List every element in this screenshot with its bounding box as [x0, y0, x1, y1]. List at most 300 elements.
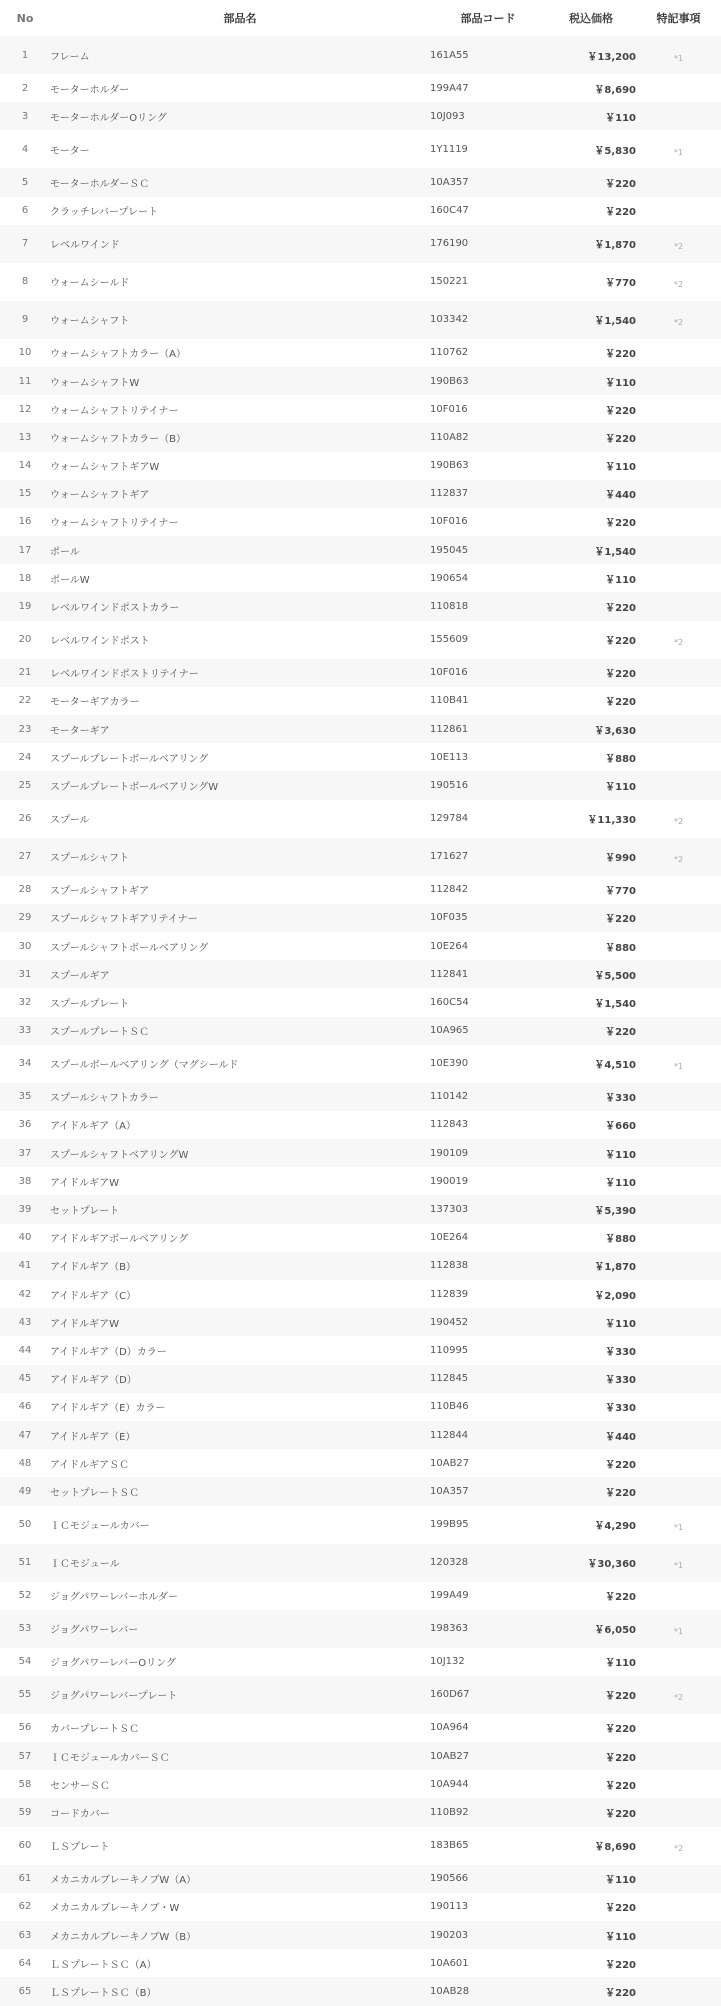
row-note: [636, 754, 721, 760]
row-code: 160D67: [430, 1689, 470, 1701]
row-price: ￥330: [605, 1346, 636, 1358]
row-no: 22: [18, 695, 32, 707]
row-no: 51: [18, 1557, 32, 1568]
row-price: ￥220: [605, 1724, 636, 1736]
row-note: *2: [673, 280, 684, 290]
table-row: [0, 1770, 721, 1798]
row-name: ウォームシャフトリテイナー: [50, 405, 179, 417]
row-no: 53: [18, 1623, 32, 1635]
table-row: [0, 1017, 721, 1045]
row-price: ￥110: [605, 1875, 636, 1887]
header-name: 部品名: [223, 12, 257, 25]
row-note: *1: [673, 147, 684, 157]
table-row: [0, 168, 721, 196]
row-code: 10J132: [430, 1656, 465, 1668]
row-note: [636, 208, 721, 214]
table-row: [0, 367, 721, 395]
row-price: ￥11,330: [587, 815, 636, 827]
row-note: [636, 1960, 721, 1966]
table-row: [0, 452, 721, 480]
row-name: ウォームシャフトW: [50, 377, 140, 389]
row-note: [636, 1263, 721, 1269]
table-row: [0, 904, 721, 932]
table-row: [0, 1921, 721, 1949]
table-row: [0, 1676, 721, 1714]
table-row: [0, 1167, 721, 1195]
row-note: [636, 1122, 721, 1128]
row-code: 112843: [430, 1119, 469, 1131]
row-code: 171627: [430, 851, 469, 863]
row-name: ＬＳプレートＳＣ（B）: [50, 1987, 157, 1999]
table-row: [0, 536, 721, 564]
row-no: 32: [18, 996, 32, 1008]
row-price: ￥220: [605, 1903, 636, 1915]
row-price: ￥13,200: [587, 51, 636, 63]
table-row: [0, 339, 721, 367]
row-code: 10F016: [430, 667, 468, 679]
row-note: *1: [673, 1523, 684, 1532]
row-price: ￥220: [605, 1487, 636, 1499]
row-note: *1: [673, 1062, 684, 1072]
row-price: ￥8,690: [594, 84, 636, 96]
row-price: ￥110: [605, 1318, 636, 1330]
table-row: [0, 876, 721, 904]
row-no: 21: [18, 667, 32, 679]
table-row: [0, 1421, 721, 1449]
row-name: スプールボールベアリング（マグシールド: [50, 1060, 239, 1072]
row-name: レベルワインドポスト: [50, 636, 150, 648]
row-code: 110142: [430, 1091, 469, 1103]
row-no: 45: [18, 1373, 32, 1385]
row-note: [636, 1150, 721, 1156]
row-code: 190452: [430, 1316, 469, 1328]
row-no: 42: [18, 1288, 32, 1300]
row-name: モーター: [50, 145, 90, 157]
row-price: ￥4,290: [594, 1521, 636, 1532]
table-row: [0, 1308, 721, 1336]
row-note: [636, 1488, 721, 1494]
row-name: ウォームシャフトカラー（B）: [50, 433, 186, 445]
row-code: 112842: [430, 884, 469, 896]
table-row: [0, 1798, 721, 1826]
row-price: ￥220: [605, 1459, 636, 1471]
row-code: 10E390: [430, 1058, 469, 1070]
table-row: [0, 480, 721, 508]
row-name: スプールプレートＳＣ: [50, 1027, 150, 1039]
table-row: [0, 1893, 721, 1921]
row-note: [636, 726, 721, 732]
row-name: アイドルギア（E）: [50, 1431, 136, 1443]
row-no: 16: [18, 516, 32, 528]
row-note: *2: [673, 638, 684, 648]
table-row: [0, 743, 721, 771]
row-no: 18: [18, 572, 32, 584]
row-note: [636, 1178, 721, 1184]
row-price: ￥110: [605, 1658, 636, 1670]
row-price: ￥330: [605, 1093, 636, 1105]
table-row: [0, 263, 721, 301]
row-price: ￥660: [605, 1121, 636, 1133]
row-name: メカニカルブレーキノブ・W: [50, 1903, 180, 1915]
table-row: [0, 932, 721, 960]
row-code: 160C54: [430, 996, 469, 1008]
table-row: [0, 508, 721, 536]
table-row: [0, 1714, 721, 1742]
row-no: 31: [18, 968, 32, 980]
row-note: [636, 575, 721, 581]
row-no: 30: [18, 940, 32, 952]
table-row: [0, 988, 721, 1016]
row-code: 112837: [430, 488, 469, 500]
row-name: モーターホルダーOリング: [50, 112, 167, 124]
table-row: [0, 1139, 721, 1167]
row-note: [636, 1319, 721, 1325]
row-code: 190113: [430, 1901, 469, 1913]
row-note: [636, 491, 721, 497]
row-no: 4: [21, 143, 29, 155]
row-price: ￥110: [605, 462, 636, 474]
table-row: [0, 800, 721, 838]
row-note: [636, 1781, 721, 1787]
row-note: [636, 519, 721, 525]
row-no: 23: [18, 723, 32, 735]
row-code: 112838: [430, 1260, 469, 1272]
row-no: 59: [18, 1807, 32, 1819]
row-code: 112845: [430, 1373, 469, 1385]
row-name: セットプレート: [50, 1206, 120, 1218]
row-price: ￥220: [605, 349, 636, 361]
row-price: ￥880: [605, 1234, 636, 1246]
row-code: 10A964: [430, 1722, 469, 1734]
row-no: 24: [18, 751, 32, 763]
row-name: ウォームシールド: [50, 278, 130, 290]
row-note: [636, 434, 721, 440]
row-no: 7: [21, 238, 29, 250]
row-name: モーターホルダーＳＣ: [50, 178, 150, 190]
row-price: ￥880: [605, 942, 636, 954]
row-price: ￥110: [605, 377, 636, 389]
row-price: ￥220: [605, 1780, 636, 1792]
table-row: [0, 225, 721, 263]
row-note: [636, 670, 721, 676]
row-price: ￥220: [605, 1752, 636, 1764]
row-note: *2: [673, 318, 684, 328]
row-name: センサーＳＣ: [50, 1780, 110, 1792]
row-price: ￥4,510: [594, 1060, 636, 1072]
row-note: [636, 113, 721, 119]
table-row: [0, 715, 721, 743]
row-note: [636, 915, 721, 921]
table-row: [0, 1477, 721, 1505]
row-name: メカニカルブレーキノブW（B）: [50, 1931, 197, 1943]
row-note: [636, 1432, 721, 1438]
row-no: 10: [18, 347, 32, 359]
row-code: 190203: [430, 1929, 469, 1941]
row-note: [636, 1659, 721, 1665]
row-name: ウォームシャフトギアW: [50, 462, 160, 474]
row-no: 28: [18, 884, 32, 896]
row-name: カバープレートＳＣ: [50, 1724, 140, 1736]
row-no: 38: [18, 1175, 32, 1187]
table-row: [0, 1827, 721, 1865]
table-row: [0, 1280, 721, 1308]
row-no: 1: [21, 49, 29, 61]
row-no: 11: [18, 375, 32, 387]
row-code: 103342: [430, 314, 469, 326]
row-name: ジョグパワーレバープレート: [50, 1691, 178, 1703]
table-row: [0, 592, 721, 620]
row-price: ￥110: [605, 1177, 636, 1189]
row-name: レベルワインド: [50, 240, 120, 252]
row-price: ￥880: [605, 753, 636, 765]
row-price: ￥220: [605, 603, 636, 615]
row-price: ￥110: [605, 112, 636, 124]
row-no: 48: [18, 1457, 32, 1469]
row-code: 190019: [430, 1175, 469, 1187]
row-name: ジョグパワーレバーOリング: [50, 1658, 176, 1670]
row-price: ￥8,690: [594, 1842, 636, 1854]
row-no: 36: [18, 1119, 32, 1131]
row-code: 112861: [430, 723, 469, 735]
row-name: アイドルギアW: [50, 1318, 119, 1330]
header-note: 特記事項: [656, 12, 701, 25]
row-no: 61: [18, 1873, 32, 1885]
row-code: 10E264: [430, 1232, 469, 1244]
row-name: ウォームシャフトカラー（A）: [50, 349, 186, 361]
table-header: [0, 0, 721, 36]
table-row: [0, 564, 721, 592]
row-code: 10F035: [430, 912, 468, 924]
row-note: [636, 1810, 721, 1816]
row-note: [636, 1460, 721, 1466]
row-note: [636, 782, 721, 788]
row-price: ￥220: [605, 636, 636, 648]
row-note: [636, 378, 721, 384]
row-name: ウォームシャフトリテイナー: [50, 518, 179, 530]
row-note: [636, 463, 721, 469]
row-price: ￥220: [605, 178, 636, 190]
row-note: [636, 1593, 721, 1599]
row-note: [636, 1028, 721, 1034]
row-note: [636, 698, 721, 704]
row-name: ＬＳプレート: [50, 1842, 110, 1854]
table-row: [0, 1224, 721, 1252]
row-no: 12: [18, 403, 32, 415]
row-code: 10AB27: [430, 1750, 470, 1762]
table-row: [0, 1195, 721, 1223]
row-price: ￥990: [605, 853, 636, 865]
row-no: 39: [18, 1204, 32, 1216]
row-name: ＩＣモジュール: [50, 1559, 120, 1570]
row-note: [636, 1932, 721, 1938]
row-price: ￥220: [605, 405, 636, 417]
row-price: ￥6,050: [594, 1625, 636, 1637]
row-name: スプールシャフトギア: [50, 886, 150, 898]
row-name: レベルワインドポストカラー: [50, 603, 180, 615]
row-code: 110762: [430, 347, 469, 359]
row-no: 44: [18, 1344, 32, 1356]
row-price: ￥110: [605, 1931, 636, 1943]
table-row: [0, 36, 721, 74]
row-name: メカニカルブレーキノブW（A）: [50, 1875, 197, 1887]
row-no: 46: [18, 1401, 32, 1413]
row-name: レベルワインドポストリテイナー: [50, 669, 199, 681]
row-price: ￥770: [605, 886, 636, 898]
row-name: スプールシャフト: [50, 853, 130, 865]
row-name: ジョグパワーレバーホルダー: [50, 1592, 178, 1604]
row-code: 190654: [430, 572, 469, 584]
row-no: 43: [18, 1316, 32, 1328]
row-code: 190B63: [430, 375, 469, 387]
table-row: [0, 1582, 721, 1610]
row-name: スプールシャフトギアリテイナー: [50, 914, 198, 926]
header-price: 税込価格: [569, 12, 613, 25]
row-price: ￥330: [605, 1403, 636, 1415]
row-name: ＩＣモジュールカバーＳＣ: [50, 1752, 170, 1764]
row-code: 199A47: [430, 82, 469, 94]
table-row: [0, 1393, 721, 1421]
row-price: ￥330: [605, 1375, 636, 1387]
row-code: 10A357: [430, 176, 469, 188]
table-row: [0, 771, 721, 799]
row-no: 9: [21, 314, 29, 326]
row-no: 60: [18, 1840, 32, 1852]
table-row: [0, 1610, 721, 1648]
row-note: [636, 1404, 721, 1410]
row-price: ￥220: [605, 518, 636, 530]
header-code: 部品コード: [460, 12, 516, 25]
row-name: ＩＣモジュールカバー: [50, 1521, 150, 1532]
row-note: *2: [673, 817, 684, 827]
row-no: 33: [18, 1025, 32, 1037]
row-note: *1: [673, 1627, 684, 1637]
table-row: [0, 301, 721, 339]
row-name: アイドルギア（E）カラー: [50, 1403, 166, 1415]
row-note: [636, 547, 721, 553]
table-row: [0, 130, 721, 168]
row-code: 155609: [430, 634, 469, 646]
row-note: [636, 887, 721, 893]
row-price: ￥5,500: [594, 970, 636, 982]
row-no: 14: [18, 460, 32, 472]
row-note: [636, 943, 721, 949]
row-code: 10E264: [430, 940, 469, 952]
row-name: アイドルギア（B）: [50, 1262, 136, 1274]
row-note: [636, 1753, 721, 1759]
row-code: 10E113: [430, 751, 469, 763]
row-name: ウォームシャフト: [50, 316, 130, 328]
row-note: *1: [673, 53, 684, 63]
row-name: スプールプレート: [50, 998, 130, 1010]
table-row: [0, 102, 721, 130]
row-code: 110A82: [430, 431, 469, 443]
row-price: ￥220: [605, 1592, 636, 1604]
row-price: ￥2,090: [594, 1290, 636, 1302]
row-name: ポール: [50, 546, 80, 558]
row-no: 65: [18, 1985, 32, 1997]
row-note: [636, 1988, 721, 1994]
table-row: [0, 1111, 721, 1139]
row-price: ￥1,540: [594, 316, 636, 328]
row-no: 37: [18, 1147, 32, 1159]
row-note: *1: [673, 1561, 684, 1570]
table-row: [0, 659, 721, 687]
row-name: ポールW: [50, 574, 90, 586]
row-code: 110B41: [430, 695, 469, 707]
row-code: 10AB27: [430, 1457, 470, 1469]
row-note: [636, 350, 721, 356]
row-code: 160C47: [430, 205, 469, 217]
row-no: 15: [18, 488, 32, 500]
row-note: [636, 1291, 721, 1297]
table-row: [0, 1252, 721, 1280]
row-code: 10F016: [430, 516, 468, 528]
row-code: 10A601: [430, 1957, 469, 1969]
row-no: 17: [18, 544, 32, 556]
row-name: スプール: [50, 815, 90, 827]
table-row: [0, 1449, 721, 1477]
table-body: [0, 36, 721, 2006]
row-code: 137303: [430, 1204, 469, 1216]
row-note: [636, 179, 721, 185]
row-note: [636, 1876, 721, 1882]
row-name: スプールシャフトベアリングW: [50, 1149, 189, 1161]
row-price: ￥1,540: [594, 546, 636, 558]
row-price: ￥220: [605, 433, 636, 445]
table-row: [0, 423, 721, 451]
row-name: モーターギア: [50, 725, 110, 737]
row-name: クラッチレバープレート: [50, 207, 158, 219]
header-no: No: [16, 11, 34, 25]
row-note: *2: [673, 855, 684, 865]
row-code: 190516: [430, 779, 469, 791]
row-note: [636, 1235, 721, 1241]
row-name: ウォームシャフトギア: [50, 490, 150, 502]
row-note: [636, 971, 721, 977]
row-no: 63: [18, 1929, 32, 1941]
row-name: アイドルギアW: [50, 1177, 119, 1189]
row-price: ￥220: [605, 1809, 636, 1821]
table-row: [0, 1648, 721, 1676]
row-code: 10F016: [430, 403, 468, 415]
row-note: [636, 1207, 721, 1213]
row-price: ￥110: [605, 574, 636, 586]
row-name: スプールシャフトボールベアリング: [50, 942, 209, 954]
row-no: 25: [18, 779, 32, 791]
row-code: 10AB28: [430, 1985, 470, 1997]
row-no: 27: [18, 851, 32, 863]
row-note: [636, 1376, 721, 1382]
row-no: 41: [18, 1260, 32, 1272]
table-row: [0, 1742, 721, 1770]
row-no: 6: [21, 205, 29, 217]
row-price: ￥1,540: [594, 998, 636, 1010]
row-no: 50: [18, 1519, 32, 1530]
row-price: ￥220: [605, 914, 636, 926]
row-code: 183B65: [430, 1840, 469, 1852]
row-price: ￥1,870: [594, 240, 636, 252]
row-name: アイドルギアＳＣ: [50, 1459, 130, 1471]
table-row: [0, 838, 721, 876]
row-no: 56: [18, 1722, 32, 1734]
row-name: スプールシャフトカラー: [50, 1093, 159, 1105]
row-code: 112839: [430, 1288, 469, 1300]
row-no: 3: [21, 110, 29, 122]
row-code: 110995: [430, 1344, 469, 1356]
row-code: 10A357: [430, 1485, 469, 1497]
row-no: 54: [18, 1656, 32, 1668]
row-name: アイドルギア（D）: [50, 1375, 137, 1387]
